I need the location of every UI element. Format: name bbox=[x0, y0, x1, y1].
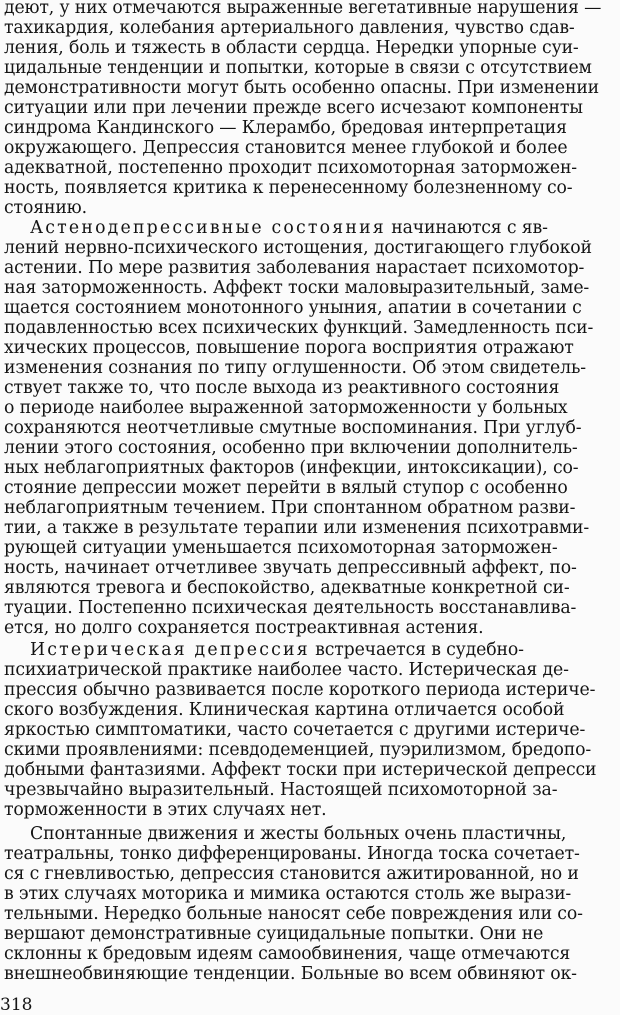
text-line: лении этого состояния, особенно при включении дополнитель- bbox=[4, 438, 578, 458]
text-line: прессия обычно развивается после короткого периода истериче- bbox=[4, 680, 596, 700]
section-heading-line: Истерическая депрессия встречается в судебно- bbox=[30, 640, 524, 660]
text-line: ная заторможенность. Аффект тоски маловыразительный, заме- bbox=[4, 278, 590, 298]
text-line: яркостью симптоматики, часто сочетается с другими истериче- bbox=[4, 720, 586, 740]
text-line: театральны, тонко дифференцированы. Иногда тоска сочетает- bbox=[4, 844, 580, 864]
text-line: скими проявлениями: псевдодеменцией, пуэрилизмом, бредопо- bbox=[4, 740, 592, 760]
text-line: деют, у них отмечаются выраженные вегетативные нарушения — bbox=[4, 0, 602, 18]
text-line: неблагоприятным течением. При спонтанном обратном разви- bbox=[4, 498, 576, 518]
text-line: тельными. Нередко больные наносят себе повреждения или со- bbox=[4, 904, 583, 924]
text-line: сохраняются неотчетливые смутные воспоминания. При углуб- bbox=[4, 418, 582, 438]
text-line: рующей ситуации уменьшается психомоторная заторможен- bbox=[4, 538, 558, 558]
text-line: вершают демонстративные суицидальные попытки. Они не bbox=[4, 924, 544, 944]
text-line: ления, боль и тяжесть в области сердца. Нередки упорные суи- bbox=[4, 38, 579, 58]
text-line: тахикардия, колебания артериального давления, чувство сдав- bbox=[4, 18, 575, 38]
text-line: являются тревога и беспокойство, адекватные конкретной си- bbox=[4, 578, 570, 598]
text-line: изменения сознания по типу оглушенности. Об этом свидетель- bbox=[4, 358, 586, 378]
text-line: Спонтанные движения и жесты больных очень пластичны, bbox=[30, 824, 567, 844]
text-line: добными фантазиями. Аффект тоски при истерической депресси bbox=[4, 760, 597, 780]
text-line: синдрома Кандинского — Клерамбо, бредовая интерпретация bbox=[4, 118, 567, 138]
text-line: склонны к бредовым идеям самообвинения, чаще отмечаются bbox=[4, 944, 571, 964]
text-line: хических процессов, повышение порога восприятия отражают bbox=[4, 338, 574, 358]
text-line: астении. По мере развития заболевания нарастает психомотор- bbox=[4, 258, 585, 278]
text-line: ситуации или при лечении прежде всего исчезают компоненты bbox=[4, 98, 583, 118]
page-number: 318 bbox=[0, 995, 33, 1015]
text-line: лений нервно-психического истощения, достигающего глубокой bbox=[4, 238, 592, 258]
text-line: цидальные тенденции и попытки, которые в связи с отсутствием bbox=[4, 58, 592, 78]
text-line: подавленностью всех психических функций. Замедленность пси- bbox=[4, 318, 594, 338]
section-heading-line: Астенодепрессивные состояния начинаются с яв- bbox=[30, 218, 548, 238]
section-term-hysterical: Истерическая депрессия bbox=[30, 640, 310, 660]
text-line: ность, появляется критика к перенесенному болезненному со- bbox=[4, 178, 573, 198]
text-line: демонстративности могут быть особенно опасны. При изменении bbox=[4, 78, 600, 98]
text-line: адекватной, постепенно проходит психомоторная заторможен- bbox=[4, 158, 577, 178]
text-line: туации. Постепенно психическая деятельность восстанавлива- bbox=[4, 598, 577, 618]
text-line: стояние депрессии может перейти в вялый ступор с особенно bbox=[4, 478, 568, 498]
text-line: торможенности в этих случаях нет. bbox=[4, 800, 327, 820]
text-line: ность, начинает отчетливее звучать депрессивный аффект, по- bbox=[4, 558, 577, 578]
text-line: щается состоянием монотонного уныния, апатии в сочетании с bbox=[4, 298, 582, 318]
text-line: внешнеобвиняющие тенденции. Больные во всем обвиняют ок- bbox=[4, 964, 577, 984]
text-line: окружающего. Депрессия становится менее глубокой и более bbox=[4, 138, 568, 158]
text-line: ся с гневливостью, депрессия становится ажитированной, но и bbox=[4, 864, 579, 884]
text-line: ется, но долго сохраняется постреактивная астения. bbox=[4, 618, 484, 638]
text-line: тии, а также в результате терапии или изменения психотравми- bbox=[4, 518, 590, 538]
text-line: ных неблагоприятных факторов (инфекции, интоксикации), со- bbox=[4, 458, 579, 478]
text-line: в этих случаях моторика и мимика остаются столь же вырази- bbox=[4, 884, 572, 904]
text-line: о периоде наиболее выраженной заторможенности у больных bbox=[4, 398, 568, 418]
text-line: чрезвычайно выразительный. Настоящей психомоторной за- bbox=[4, 780, 558, 800]
text-line: психиатрической практике наиболее часто. Истерическая де- bbox=[4, 660, 569, 680]
text-line: ского возбуждения. Клиническая картина отличается особой bbox=[4, 700, 565, 720]
section-term-asthenodepressive: Астенодепрессивные состояния bbox=[30, 218, 386, 238]
text-line: ствует также то, что после выхода из реактивного состояния bbox=[4, 378, 560, 398]
text-line: стоянию. bbox=[4, 198, 87, 218]
